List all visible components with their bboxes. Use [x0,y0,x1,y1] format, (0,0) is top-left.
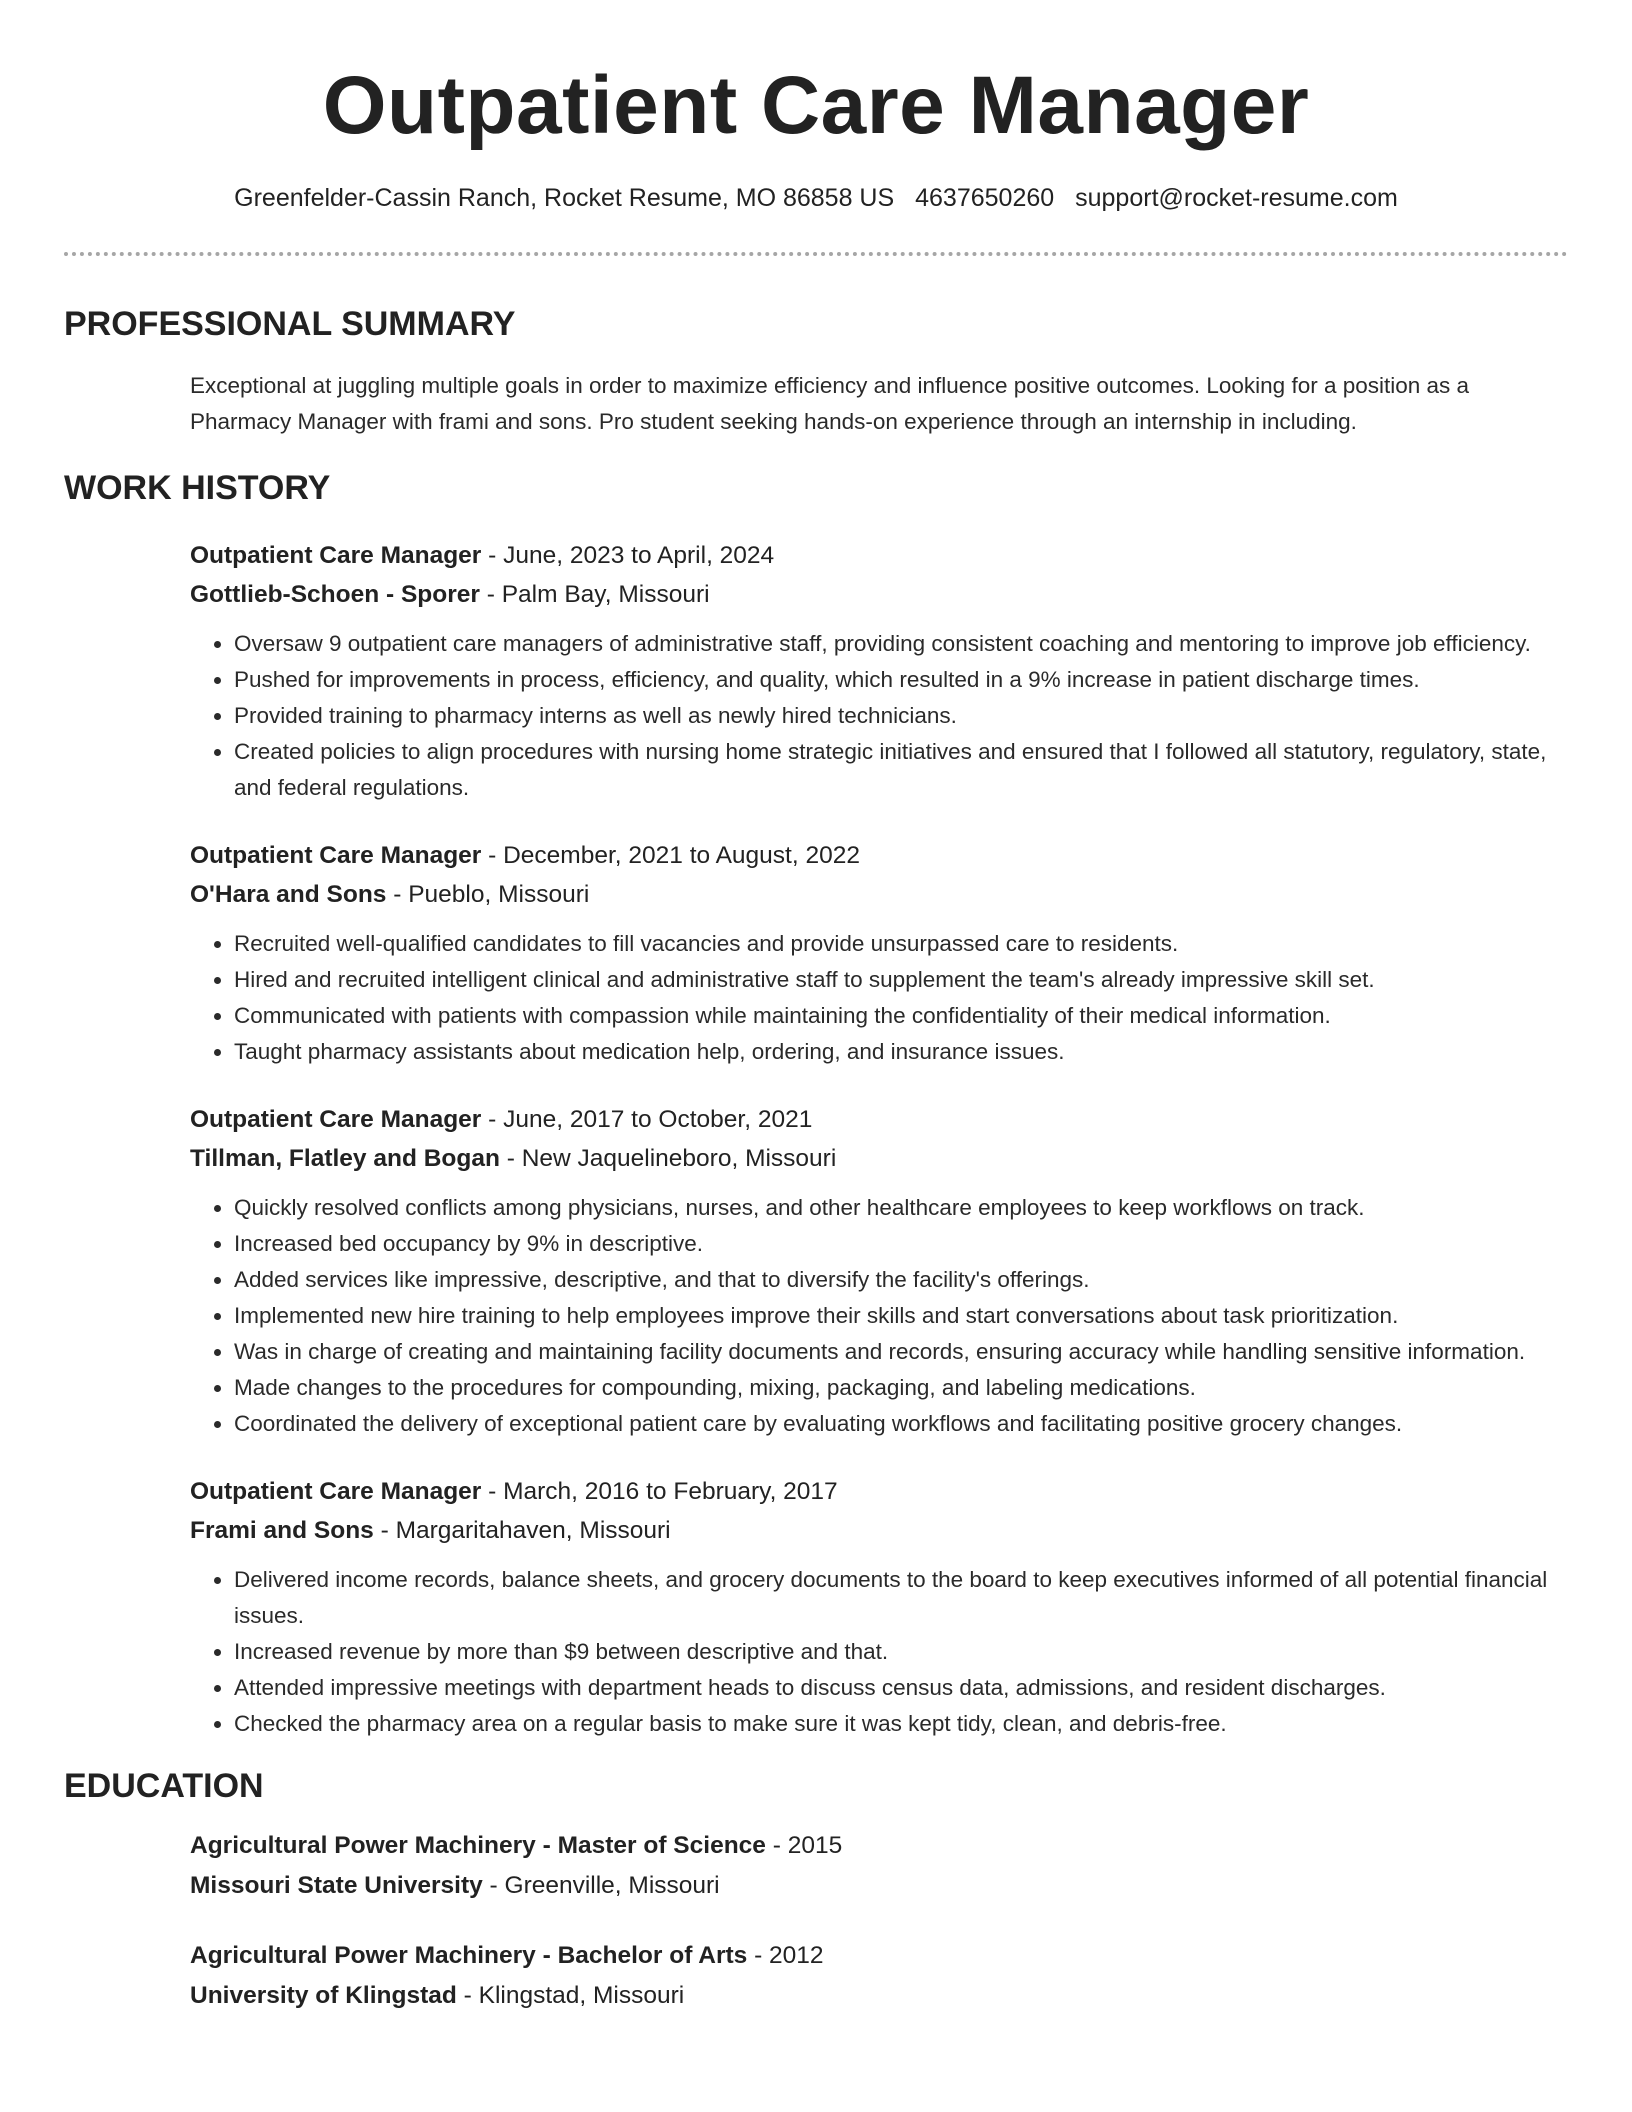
bullet-item: • Taught pharmacy assistants about medication help, ordering, and insurance issues. [234,1034,1568,1070]
degree-name: Agricultural Power Machinery - Bachelor of Arts [190,1942,748,1969]
job-title-line [190,836,1568,875]
job-company-line [190,1511,1568,1550]
job-company: Tillman, Flatley and Bogan [190,1145,500,1172]
school-line [190,1866,1568,1906]
education-entry [190,1826,1568,1906]
degree-line [190,1826,1568,1866]
job-bullets [190,1190,1568,1442]
bullet-item: • Attended impressive meetings with department heads to discuss census data, admissions, and resident discharges. [234,1670,1568,1706]
job-entry [190,536,1568,806]
education-section [64,1764,1568,2016]
job-company: O'Hara and Sons [190,881,387,908]
contact-address: Greenfelder-Cassin Ranch, Rocket Resume, MO 86858 US [234,184,895,212]
resume-header [64,0,1568,214]
degree-year: - 2012 [747,1942,824,1969]
bullet-item: • Hired and recruited intelligent clinical and administrative staff to supplement the team's already impressive skill set. [234,962,1568,998]
bullet-item: • Pushed for improvements in process, efficiency, and quality, which resulted in a 9% increase in patient discharge times. [234,662,1568,698]
job-company: Gottlieb-Schoen - Sporer [190,581,480,608]
job-entry [190,1100,1568,1442]
contact-line [64,182,1568,214]
school-name: University of Klingstad [190,1982,457,2009]
bullet-item: • Quickly resolved conflicts among physicians, nurses, and other healthcare employees to keep workflows on track. [234,1190,1568,1226]
job-dates: - June, 2017 to October, 2021 [481,1106,813,1133]
bullet-item: • Added services like impressive, descriptive, and that to diversify the facility's offerings. [234,1262,1568,1298]
professional-summary-section [64,302,1568,440]
degree-line [190,1936,1568,1976]
bullet-item: • Coordinated the delivery of exceptional patient care by evaluating workflows and facilitating positive grocery changes. [234,1406,1568,1442]
job-company: Frami and Sons [190,1517,374,1544]
job-dates: - March, 2016 to February, 2017 [481,1478,838,1505]
summary-text: Exceptional at juggling multiple goals in order to maximize efficiency and influence positive outcomes. Looking for a position as a Pharmacy Manager with frami and sons. Pro student seeking hands-on experience through an internship in including. [190,373,1470,434]
job-role: Outpatient Care Manager [190,1478,482,1505]
job-location: - New Jaquelineboro, Missouri [499,1145,837,1172]
job-company-line [190,875,1568,914]
contact-phone: 4637650260 [915,184,1055,212]
bullet-item: • Oversaw 9 outpatient care managers of administrative staff, providing consistent coaching and mentoring to improve job efficiency. [234,626,1568,662]
job-location: - Palm Bay, Missouri [479,581,710,608]
job-bullets [190,926,1568,1070]
summary-heading: PROFESSIONAL SUMMARY [64,305,516,343]
job-dates: - December, 2021 to August, 2022 [481,842,860,869]
job-bullets [190,1562,1568,1742]
school-location: - Klingstad, Missouri [456,1982,685,2009]
job-title-line [190,536,1568,575]
bullet-item: • Provided training to pharmacy interns as well as newly hired technicians. [234,698,1568,734]
job-title-line [190,1100,1568,1139]
job-company-line [190,575,1568,614]
bullet-item: • Was in charge of creating and maintaining facility documents and records, ensuring accuracy while handling sensitive information. [234,1334,1568,1370]
degree-year: - 2015 [765,1832,843,1859]
bullet-item: • Created policies to align procedures with nursing home strategic initiatives and ensured that I followed all statutory, regulatory, state, and federal regulations. [234,734,1568,806]
education-heading: EDUCATION [64,1767,264,1805]
work-history-section [64,466,1568,1742]
bullet-item: • Checked the pharmacy area on a regular basis to make sure it was kept tidy, clean, and debris-free. [234,1706,1568,1742]
job-role: Outpatient Care Manager [190,1106,482,1133]
job-location: - Pueblo, Missouri [386,881,590,908]
job-location: - Margaritahaven, Missouri [373,1517,671,1544]
bullet-item: • Increased bed occupancy by 9% in descriptive. [234,1226,1568,1262]
bullet-item: • Communicated with patients with compassion while maintaining the confidentiality of their medical information. [234,998,1568,1034]
job-title-line [190,1472,1568,1511]
job-entry [190,1472,1568,1742]
job-role: Outpatient Care Manager [190,542,482,569]
job-role: Outpatient Care Manager [190,842,482,869]
degree-name: Agricultural Power Machinery - Master of Science [190,1832,766,1859]
candidate-name: Outpatient Care Manager [322,60,1310,151]
job-dates: - June, 2023 to April, 2024 [481,542,775,569]
contact-email: support@rocket-resume.com [1075,184,1398,212]
work-history-heading: WORK HISTORY [64,469,331,507]
header-divider [64,252,1568,256]
bullet-item: • Delivered income records, balance sheets, and grocery documents to the board to keep executives informed of all potential financial issues. [234,1562,1568,1634]
job-bullets [190,626,1568,806]
school-line [190,1976,1568,2016]
job-company-line [190,1139,1568,1178]
school-location: - Greenville, Missouri [482,1872,720,1899]
bullet-item: • Implemented new hire training to help employees improve their skills and start conversations about task prioritization. [234,1298,1568,1334]
job-entry [190,836,1568,1070]
education-entry [190,1936,1568,2016]
bullet-item: • Increased revenue by more than $9 between descriptive and that. [234,1634,1568,1670]
school-name: Missouri State University [190,1872,483,1899]
bullet-item: • Recruited well-qualified candidates to fill vacancies and provide unsurpassed care to residents. [234,926,1568,962]
bullet-item: • Made changes to the procedures for compounding, mixing, packaging, and labeling medications. [234,1370,1568,1406]
